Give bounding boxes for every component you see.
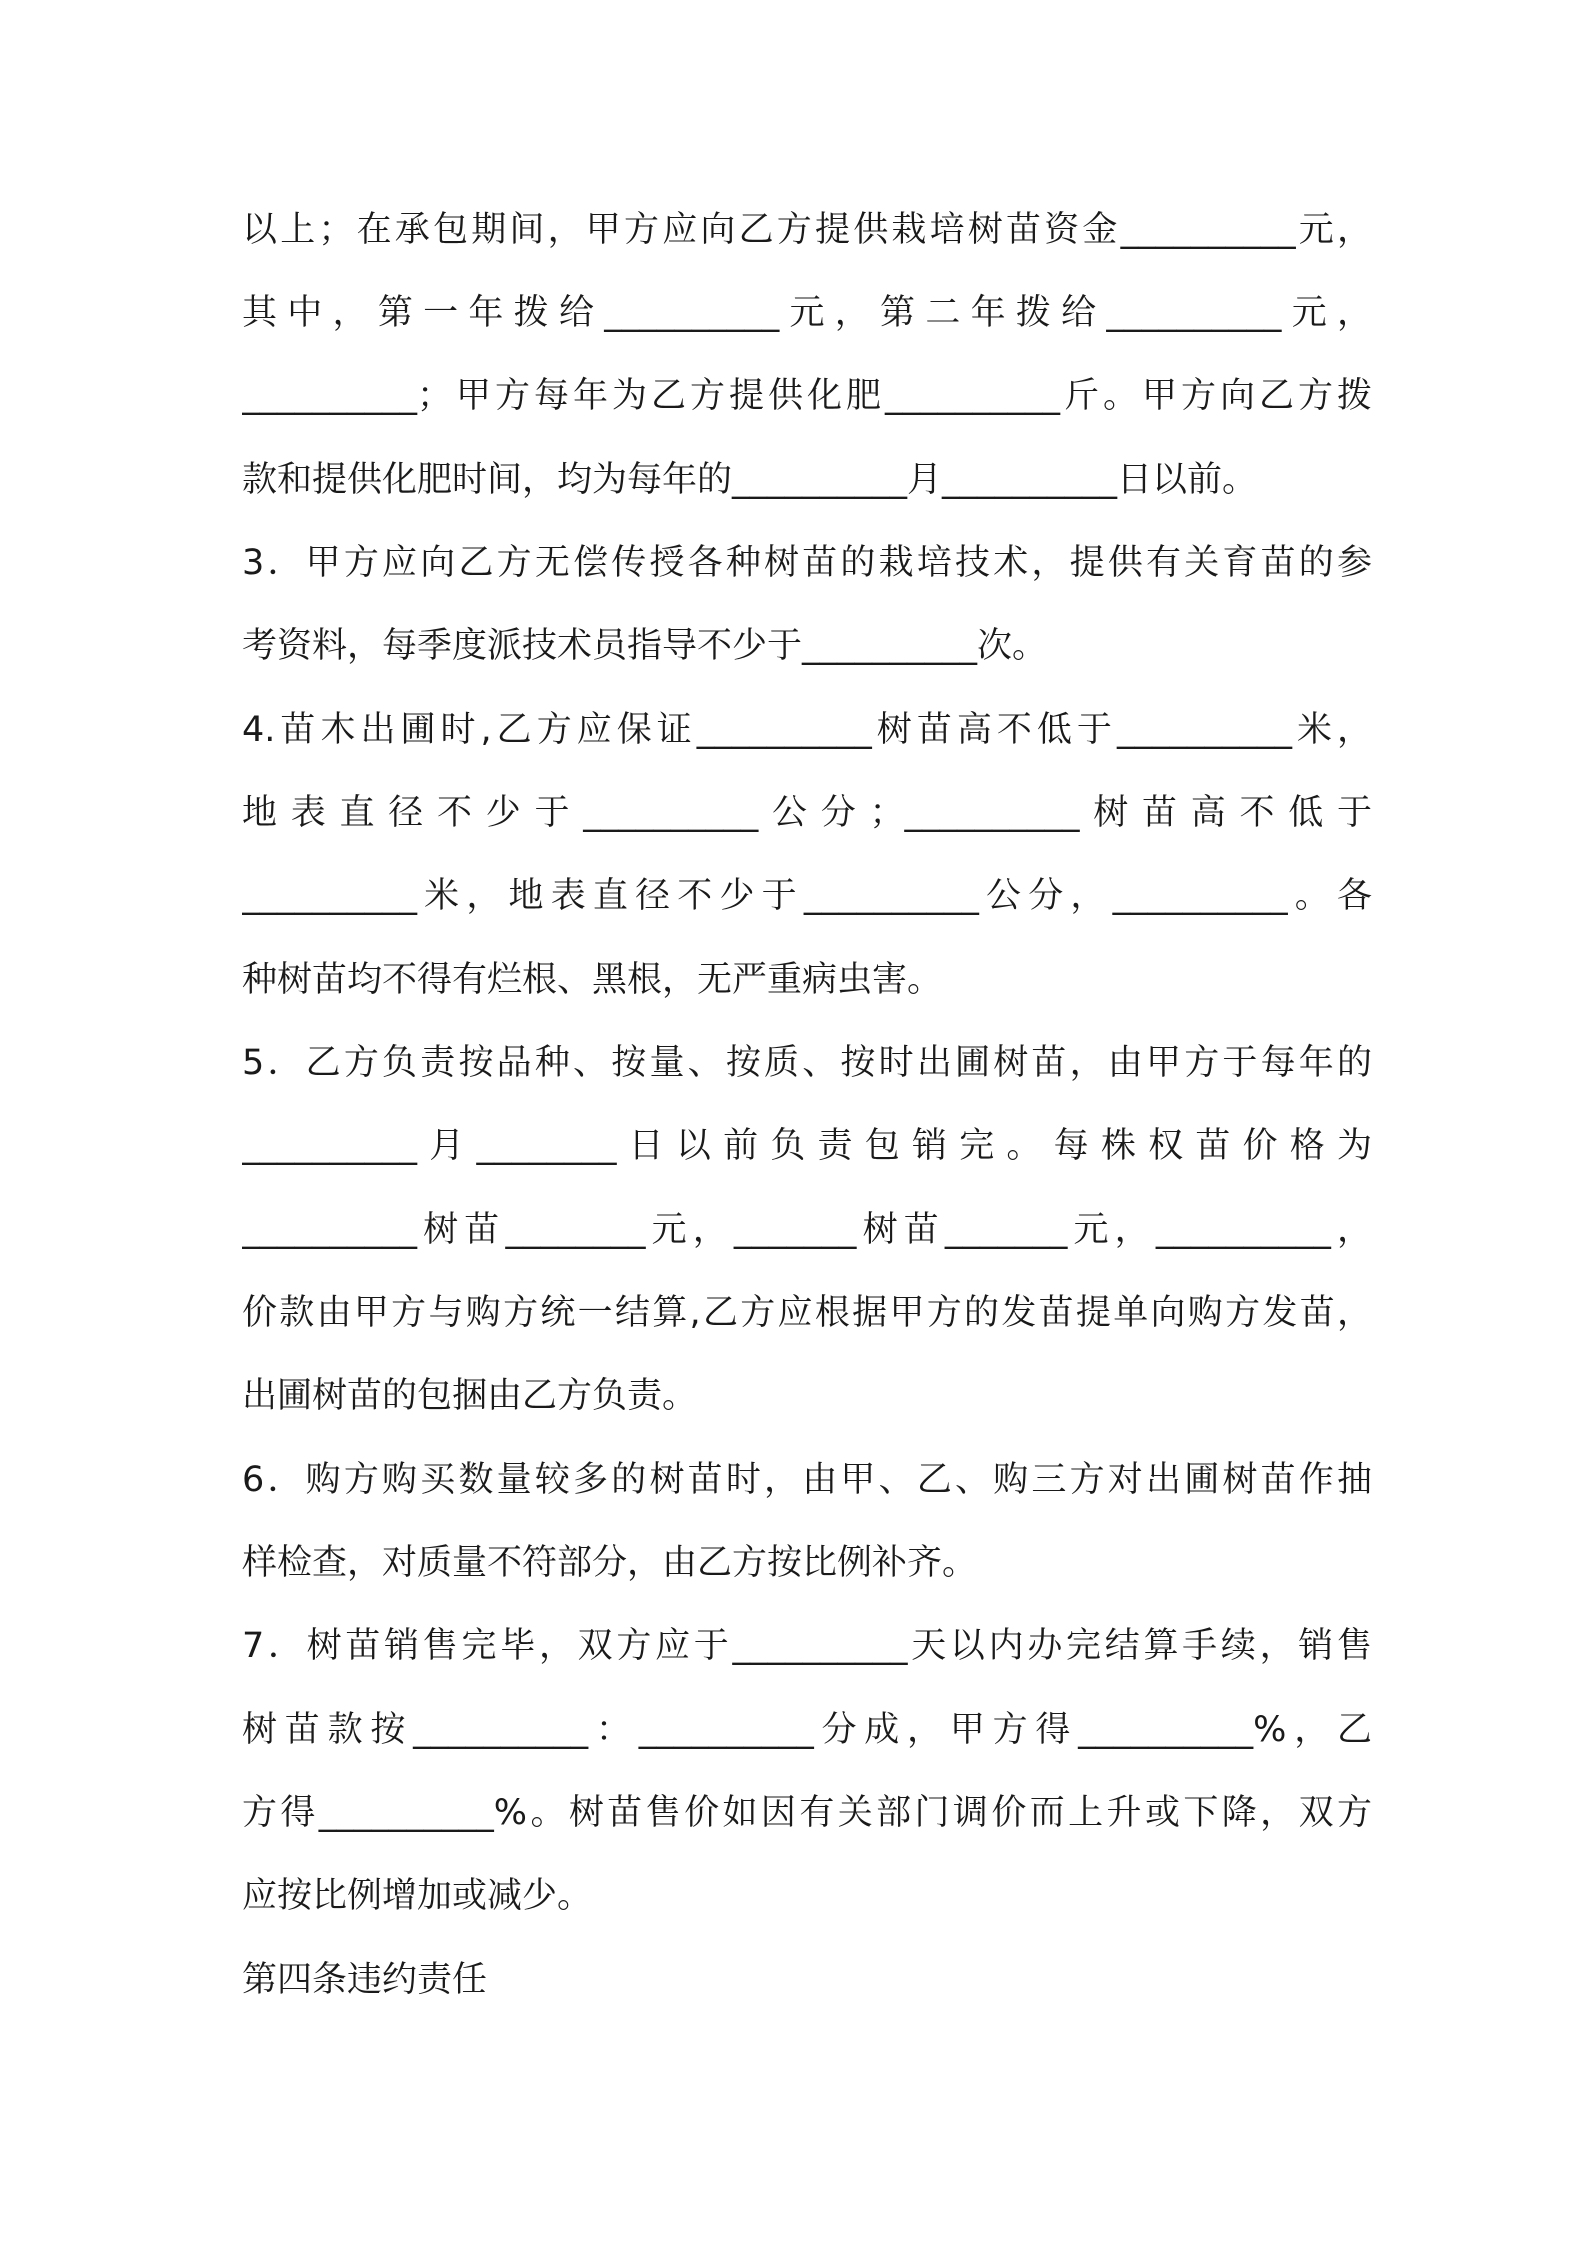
paragraph-line: 款和提供化肥时间，均为每年的__________月__________日以前。 bbox=[242, 460, 1258, 500]
paragraph-line: 6．购方购买数量较多的树苗时，由甲、乙、购三方对出圃树苗作抽 bbox=[242, 1460, 1372, 1500]
paragraph-line: 其中，第一年拨给__________元，第二年拨给__________元， bbox=[242, 293, 1372, 333]
paragraph-line: 方得__________%。树苗售价如因有关部门调价而上升或下降，双方 bbox=[242, 1793, 1372, 1833]
section-heading: 第四条违约责任 bbox=[242, 1960, 488, 2000]
paragraph-line: 考资料，每季度派技术员指导不少于__________次。 bbox=[242, 626, 1048, 666]
paragraph-line: 树苗款按__________：__________分成，甲方得__________%，乙 bbox=[242, 1710, 1372, 1750]
paragraph-line: __________；甲方每年为乙方提供化肥__________斤。甲方向乙方拨 bbox=[242, 376, 1372, 416]
paragraph-line: 样检查，对质量不符部分，由乙方按比例补齐。 bbox=[242, 1543, 978, 1583]
paragraph-line: 应按比例增加或减少。 bbox=[242, 1876, 593, 1916]
paragraph-line: __________米，地表直径不少于__________公分，__________。各 bbox=[242, 876, 1372, 916]
paragraph-line: 出圃树苗的包捆由乙方负责。 bbox=[242, 1376, 698, 1416]
paragraph-line: 5．乙方负责按品种、按量、按质、按时出圃树苗，由甲方于每年的 bbox=[242, 1043, 1372, 1083]
paragraph-line: 3．甲方应向乙方无偿传授各种树苗的栽培技术，提供有关育苗的参 bbox=[242, 543, 1372, 583]
paragraph-line: 以上；在承包期间，甲方应向乙方提供栽培树苗资金__________元， bbox=[242, 210, 1372, 250]
paragraph-line: __________树苗________元，_______树苗_______元，__________， bbox=[242, 1210, 1372, 1250]
paragraph-line: 种树苗均不得有烂根、黑根，无严重病虫害。 bbox=[242, 960, 943, 1000]
paragraph-line: 4.苗木出圃时,乙方应保证__________树苗高不低于__________米， bbox=[242, 710, 1372, 750]
paragraph-line: 价款由甲方与购方统一结算,乙方应根据甲方的发苗提单向购方发苗， bbox=[242, 1293, 1372, 1333]
paragraph-line: 7．树苗销售完毕，双方应于__________天以内办完结算手续，销售 bbox=[242, 1626, 1372, 1666]
paragraph-line: __________月________日以前负责包销完。每株权苗价格为 bbox=[242, 1126, 1372, 1166]
paragraph-line: 地表直径不少于__________公分；__________树苗高不低于 bbox=[242, 793, 1372, 833]
